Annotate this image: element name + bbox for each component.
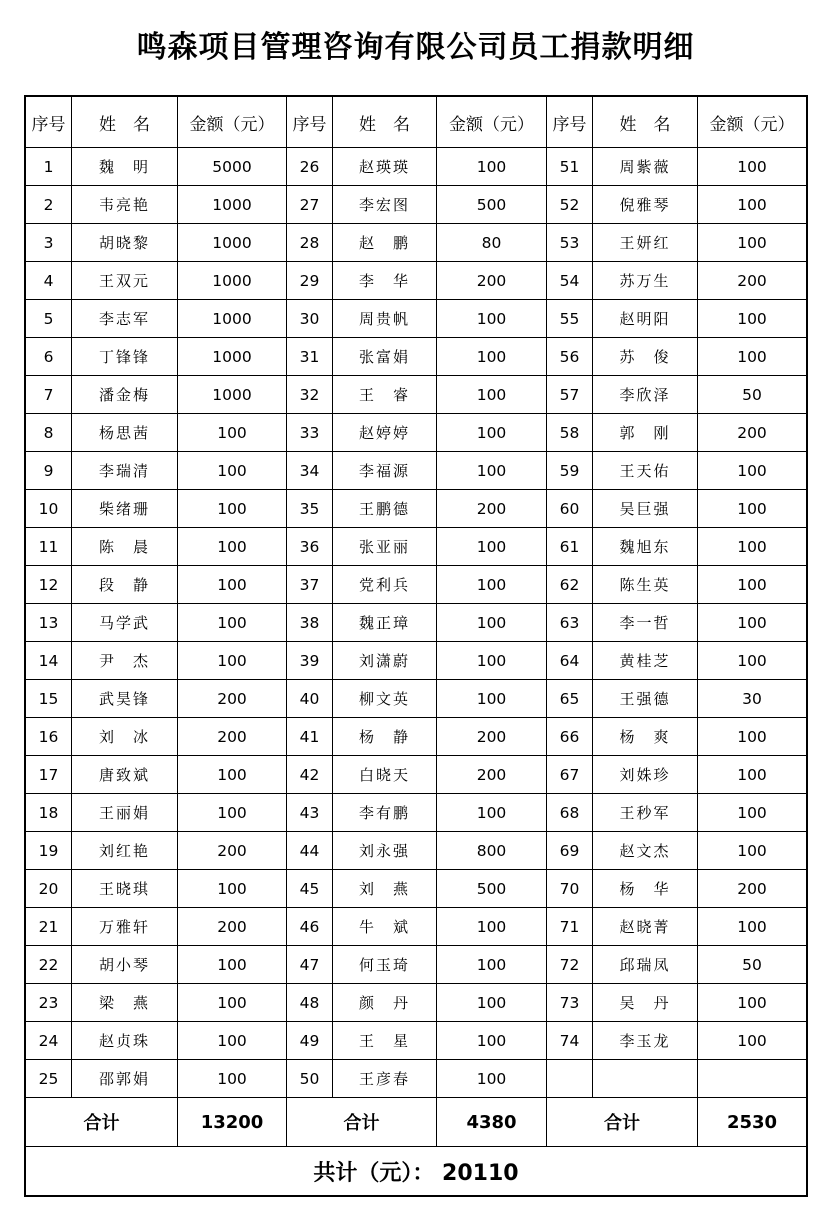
name-cell: 吴巨强 [593, 490, 698, 528]
name-cell: 李瑞清 [72, 452, 178, 490]
subtotal-value: 13200 [178, 1098, 287, 1147]
seq-cell: 50 [287, 1060, 333, 1098]
seq-cell: 61 [547, 528, 593, 566]
name-cell: 李玉龙 [593, 1022, 698, 1060]
name-cell: 苏 俊 [593, 338, 698, 376]
table-row [26, 186, 807, 224]
name-cell: 颜 丹 [333, 984, 437, 1022]
amount-cell: 1000 [178, 224, 287, 262]
seq-cell: 49 [287, 1022, 333, 1060]
name-cell: 潘金梅 [72, 376, 178, 414]
name-cell: 王妍红 [593, 224, 698, 262]
name-cell: 赵晓菁 [593, 908, 698, 946]
seq-cell: 71 [547, 908, 593, 946]
amount-cell: 100 [698, 300, 807, 338]
seq-cell: 14 [26, 642, 72, 680]
name-cell: 胡小琴 [72, 946, 178, 984]
amount-cell: 100 [437, 528, 547, 566]
subtotal-row [26, 1098, 807, 1147]
seq-cell [547, 1060, 593, 1098]
seq-cell: 73 [547, 984, 593, 1022]
amount-cell: 200 [178, 680, 287, 718]
seq-cell: 52 [547, 186, 593, 224]
table-row [26, 680, 807, 718]
donation-table [25, 96, 807, 1196]
subtotal-value: 4380 [437, 1098, 547, 1147]
seq-cell: 22 [26, 946, 72, 984]
amount-cell: 100 [437, 794, 547, 832]
amount-cell: 100 [437, 908, 547, 946]
seq-cell: 70 [547, 870, 593, 908]
table-row [26, 908, 807, 946]
table-row [26, 490, 807, 528]
table-row [26, 376, 807, 414]
table-row [26, 718, 807, 756]
seq-cell: 20 [26, 870, 72, 908]
name-cell: 韦亮艳 [72, 186, 178, 224]
amount-cell: 100 [178, 946, 287, 984]
seq-cell: 34 [287, 452, 333, 490]
amount-cell: 100 [437, 566, 547, 604]
header-amount: 金额（元） [437, 97, 547, 148]
table-row [26, 528, 807, 566]
seq-cell: 17 [26, 756, 72, 794]
amount-cell: 200 [178, 832, 287, 870]
amount-cell: 100 [698, 756, 807, 794]
seq-cell: 41 [287, 718, 333, 756]
amount-cell: 200 [437, 718, 547, 756]
name-cell [593, 1060, 698, 1098]
seq-cell: 1 [26, 148, 72, 186]
table-row [26, 1060, 807, 1098]
amount-cell: 100 [698, 908, 807, 946]
amount-cell: 100 [178, 642, 287, 680]
amount-cell: 100 [698, 604, 807, 642]
name-cell: 刘永强 [333, 832, 437, 870]
amount-cell: 200 [437, 490, 547, 528]
name-cell: 赵 鹏 [333, 224, 437, 262]
name-cell: 牛 斌 [333, 908, 437, 946]
table-row [26, 148, 807, 186]
name-cell: 王 睿 [333, 376, 437, 414]
name-cell: 邱瑞凤 [593, 946, 698, 984]
amount-cell: 100 [437, 414, 547, 452]
name-cell: 李志军 [72, 300, 178, 338]
name-cell: 胡晓黎 [72, 224, 178, 262]
name-cell: 魏旭东 [593, 528, 698, 566]
header-seq: 序号 [547, 97, 593, 148]
name-cell: 赵明阳 [593, 300, 698, 338]
seq-cell: 13 [26, 604, 72, 642]
seq-cell: 15 [26, 680, 72, 718]
seq-cell: 12 [26, 566, 72, 604]
name-cell: 刘 冰 [72, 718, 178, 756]
name-cell: 王秒军 [593, 794, 698, 832]
header-amount: 金额（元） [178, 97, 287, 148]
seq-cell: 8 [26, 414, 72, 452]
seq-cell: 28 [287, 224, 333, 262]
amount-cell: 200 [178, 718, 287, 756]
amount-cell: 100 [698, 490, 807, 528]
seq-cell: 21 [26, 908, 72, 946]
seq-cell: 47 [287, 946, 333, 984]
table-row [26, 224, 807, 262]
name-cell: 王双元 [72, 262, 178, 300]
seq-cell: 54 [547, 262, 593, 300]
name-cell: 王晓琪 [72, 870, 178, 908]
name-cell: 魏正璋 [333, 604, 437, 642]
seq-cell: 60 [547, 490, 593, 528]
seq-cell: 19 [26, 832, 72, 870]
amount-cell: 100 [178, 1022, 287, 1060]
seq-cell: 30 [287, 300, 333, 338]
amount-cell: 100 [698, 452, 807, 490]
seq-cell: 40 [287, 680, 333, 718]
amount-cell: 80 [437, 224, 547, 262]
amount-cell: 100 [437, 1022, 547, 1060]
name-cell: 陈 晨 [72, 528, 178, 566]
amount-cell: 100 [178, 756, 287, 794]
amount-cell: 100 [698, 186, 807, 224]
table-row [26, 756, 807, 794]
subtotal-label: 合计 [287, 1098, 437, 1147]
table-row [26, 984, 807, 1022]
amount-cell: 100 [698, 528, 807, 566]
seq-cell: 35 [287, 490, 333, 528]
seq-cell: 18 [26, 794, 72, 832]
amount-cell: 5000 [178, 148, 287, 186]
seq-cell: 6 [26, 338, 72, 376]
name-cell: 刘潇蔚 [333, 642, 437, 680]
amount-cell: 200 [437, 262, 547, 300]
seq-cell: 58 [547, 414, 593, 452]
table-row [26, 300, 807, 338]
name-cell: 杨 静 [333, 718, 437, 756]
name-cell: 李福源 [333, 452, 437, 490]
table-row [26, 642, 807, 680]
name-cell: 赵婷婷 [333, 414, 437, 452]
amount-cell: 100 [178, 566, 287, 604]
amount-cell: 1000 [178, 376, 287, 414]
amount-cell: 100 [178, 528, 287, 566]
seq-cell: 9 [26, 452, 72, 490]
table-row [26, 452, 807, 490]
seq-cell: 26 [287, 148, 333, 186]
seq-cell: 23 [26, 984, 72, 1022]
amount-cell: 100 [698, 794, 807, 832]
name-cell: 李欣泽 [593, 376, 698, 414]
header-name: 姓 名 [593, 97, 698, 148]
amount-cell: 1000 [178, 338, 287, 376]
amount-cell [698, 1060, 807, 1098]
seq-cell: 65 [547, 680, 593, 718]
name-cell: 武昊锋 [72, 680, 178, 718]
seq-cell: 33 [287, 414, 333, 452]
seq-cell: 16 [26, 718, 72, 756]
amount-cell: 100 [698, 984, 807, 1022]
seq-cell: 31 [287, 338, 333, 376]
amount-cell: 1000 [178, 300, 287, 338]
name-cell: 刘姝珍 [593, 756, 698, 794]
name-cell: 王鹏德 [333, 490, 437, 528]
header-row [26, 97, 807, 148]
name-cell: 党利兵 [333, 566, 437, 604]
table-row [26, 794, 807, 832]
amount-cell: 200 [698, 262, 807, 300]
header-seq: 序号 [287, 97, 333, 148]
amount-cell: 100 [178, 414, 287, 452]
grand-total: 共计（元）： 20110 [26, 1147, 807, 1196]
amount-cell: 200 [178, 908, 287, 946]
name-cell: 杨 华 [593, 870, 698, 908]
seq-cell: 53 [547, 224, 593, 262]
header-seq: 序号 [26, 97, 72, 148]
amount-cell: 50 [698, 376, 807, 414]
name-cell: 倪雅琴 [593, 186, 698, 224]
amount-cell: 100 [698, 148, 807, 186]
seq-cell: 55 [547, 300, 593, 338]
name-cell: 李一哲 [593, 604, 698, 642]
name-cell: 赵瑛瑛 [333, 148, 437, 186]
seq-cell: 56 [547, 338, 593, 376]
amount-cell: 100 [698, 642, 807, 680]
name-cell: 张富娟 [333, 338, 437, 376]
name-cell: 王 星 [333, 1022, 437, 1060]
seq-cell: 38 [287, 604, 333, 642]
seq-cell: 39 [287, 642, 333, 680]
seq-cell: 67 [547, 756, 593, 794]
name-cell: 郭 刚 [593, 414, 698, 452]
amount-cell: 100 [698, 832, 807, 870]
amount-cell: 100 [178, 604, 287, 642]
seq-cell: 44 [287, 832, 333, 870]
amount-cell: 800 [437, 832, 547, 870]
seq-cell: 25 [26, 1060, 72, 1098]
amount-cell: 200 [698, 870, 807, 908]
amount-cell: 100 [437, 1060, 547, 1098]
amount-cell: 100 [437, 452, 547, 490]
seq-cell: 48 [287, 984, 333, 1022]
header-name: 姓 名 [72, 97, 178, 148]
amount-cell: 100 [178, 984, 287, 1022]
seq-cell: 64 [547, 642, 593, 680]
name-cell: 何玉琦 [333, 946, 437, 984]
name-cell: 杨 爽 [593, 718, 698, 756]
seq-cell: 45 [287, 870, 333, 908]
subtotal-value: 2530 [698, 1098, 807, 1147]
seq-cell: 66 [547, 718, 593, 756]
seq-cell: 72 [547, 946, 593, 984]
seq-cell: 7 [26, 376, 72, 414]
amount-cell: 100 [698, 224, 807, 262]
name-cell: 李有鹏 [333, 794, 437, 832]
seq-cell: 29 [287, 262, 333, 300]
subtotal-label: 合计 [26, 1098, 178, 1147]
amount-cell: 200 [698, 414, 807, 452]
name-cell: 周贵帆 [333, 300, 437, 338]
seq-cell: 4 [26, 262, 72, 300]
amount-cell: 100 [437, 680, 547, 718]
seq-cell: 5 [26, 300, 72, 338]
name-cell: 丁锋锋 [72, 338, 178, 376]
seq-cell: 62 [547, 566, 593, 604]
name-cell: 魏 明 [72, 148, 178, 186]
seq-cell: 32 [287, 376, 333, 414]
name-cell: 唐致斌 [72, 756, 178, 794]
amount-cell: 1000 [178, 186, 287, 224]
seq-cell: 2 [26, 186, 72, 224]
name-cell: 苏万生 [593, 262, 698, 300]
seq-cell: 69 [547, 832, 593, 870]
table-row [26, 946, 807, 984]
page-title: 鸣森项目管理咨询有限公司员工捐款明细 [136, 30, 695, 65]
name-cell: 李宏图 [333, 186, 437, 224]
header-amount: 金额（元） [698, 97, 807, 148]
name-cell: 周紫薇 [593, 148, 698, 186]
name-cell: 尹 杰 [72, 642, 178, 680]
amount-cell: 500 [437, 870, 547, 908]
seq-cell: 59 [547, 452, 593, 490]
table-row [26, 604, 807, 642]
seq-cell: 27 [287, 186, 333, 224]
name-cell: 杨思茜 [72, 414, 178, 452]
name-cell: 陈生英 [593, 566, 698, 604]
amount-cell: 100 [698, 566, 807, 604]
name-cell: 梁 燕 [72, 984, 178, 1022]
name-cell: 马学武 [72, 604, 178, 642]
amount-cell: 100 [178, 490, 287, 528]
amount-cell: 100 [698, 338, 807, 376]
amount-cell: 100 [437, 642, 547, 680]
amount-cell: 100 [437, 376, 547, 414]
table-row [26, 338, 807, 376]
amount-cell: 100 [437, 338, 547, 376]
header-name: 姓 名 [333, 97, 437, 148]
seq-cell: 74 [547, 1022, 593, 1060]
seq-cell: 43 [287, 794, 333, 832]
subtotal-label: 合计 [547, 1098, 698, 1147]
table-row [26, 262, 807, 300]
amount-cell: 100 [437, 300, 547, 338]
amount-cell: 100 [178, 452, 287, 490]
name-cell: 白晓天 [333, 756, 437, 794]
seq-cell: 46 [287, 908, 333, 946]
name-cell: 邵郭娟 [72, 1060, 178, 1098]
name-cell: 黄桂芝 [593, 642, 698, 680]
name-cell: 王天佑 [593, 452, 698, 490]
amount-cell: 100 [437, 946, 547, 984]
seq-cell: 42 [287, 756, 333, 794]
table-row [26, 566, 807, 604]
amount-cell: 100 [178, 1060, 287, 1098]
amount-cell: 50 [698, 946, 807, 984]
name-cell: 刘红艳 [72, 832, 178, 870]
amount-cell: 100 [437, 604, 547, 642]
amount-cell: 100 [437, 148, 547, 186]
table-row [26, 1022, 807, 1060]
amount-cell: 500 [437, 186, 547, 224]
seq-cell: 57 [547, 376, 593, 414]
name-cell: 段 静 [72, 566, 178, 604]
amount-cell: 100 [178, 794, 287, 832]
table-row [26, 414, 807, 452]
grand-total-row [26, 1147, 807, 1196]
amount-cell: 100 [178, 870, 287, 908]
seq-cell: 37 [287, 566, 333, 604]
amount-cell: 30 [698, 680, 807, 718]
amount-cell: 200 [437, 756, 547, 794]
amount-cell: 100 [437, 984, 547, 1022]
name-cell: 柳文英 [333, 680, 437, 718]
name-cell: 赵贞珠 [72, 1022, 178, 1060]
seq-cell: 68 [547, 794, 593, 832]
table-row [26, 870, 807, 908]
seq-cell: 11 [26, 528, 72, 566]
seq-cell: 51 [547, 148, 593, 186]
seq-cell: 10 [26, 490, 72, 528]
amount-cell: 1000 [178, 262, 287, 300]
seq-cell: 63 [547, 604, 593, 642]
name-cell: 王强德 [593, 680, 698, 718]
name-cell: 柴绪珊 [72, 490, 178, 528]
name-cell: 王丽娟 [72, 794, 178, 832]
name-cell: 吴 丹 [593, 984, 698, 1022]
name-cell: 刘 燕 [333, 870, 437, 908]
table-row [26, 832, 807, 870]
seq-cell: 36 [287, 528, 333, 566]
seq-cell: 24 [26, 1022, 72, 1060]
name-cell: 王彦春 [333, 1060, 437, 1098]
name-cell: 李 华 [333, 262, 437, 300]
name-cell: 赵文杰 [593, 832, 698, 870]
name-cell: 万雅轩 [72, 908, 178, 946]
seq-cell: 3 [26, 224, 72, 262]
amount-cell: 100 [698, 718, 807, 756]
amount-cell: 100 [698, 1022, 807, 1060]
name-cell: 张亚丽 [333, 528, 437, 566]
